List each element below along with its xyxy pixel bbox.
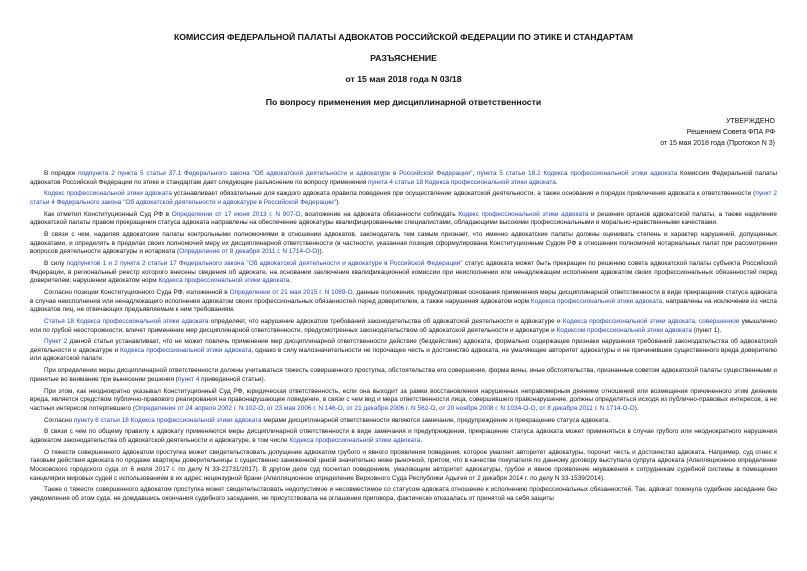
legal-reference-link[interactable]: Статья 18 Кодекса профессиональной этики адвоката xyxy=(44,317,209,325)
legal-reference-link[interactable]: Кодекса профессиональной этики адвоката xyxy=(158,277,290,285)
paragraph-text: , xyxy=(263,404,267,412)
body-paragraph xyxy=(30,231,777,257)
paragraph-text: мерами дисциплинарной ответственности являются замечание, предупреждение и прекращение статуса адвоката. xyxy=(261,416,610,424)
paragraph-text: Также о тяжести совершенного адвокатом проступка может свидетельствовать недопустимое и несовместимое со статусом адвоката отношение к исполнению профессиональных обязанностей. Так, адвокат покинула судебное заседание без уведомления об этом суда, не дождавшись окончания судебного заседания, не присутствовала на оглашении приговора, фактически отказалась от принятой на себя защиты xyxy=(30,486,777,502)
paragraph-text: Как отметил Конституционный Суд РФ в xyxy=(44,210,172,218)
paragraph-text: , xyxy=(472,170,478,177)
paragraph-text: Согласно позиции Конституционного Суда РФ, изложенной в xyxy=(44,289,230,297)
legal-reference-link[interactable]: от 21 декабря 2006 г. N 562-О xyxy=(346,404,436,412)
body-paragraph xyxy=(30,211,777,228)
paragraph-text: Комиссия Федеральной палаты адвокатов Российской Федерации по этике и стандартам дает следующее разъяснение по вопросу применения xyxy=(30,170,778,186)
legal-reference-link[interactable]: совершенное xyxy=(698,317,740,325)
legal-reference-link[interactable]: Пункт 2 xyxy=(44,338,68,346)
legal-reference-link[interactable]: Кодекса профессиональной этики адвоката xyxy=(120,346,252,354)
document-type: РАЗЪЯСНЕНИЕ xyxy=(370,53,437,63)
legal-reference-link[interactable]: Определение от 8 декабря 2011 г. N 1714-О-О xyxy=(179,248,318,256)
paragraph-text: Согласно xyxy=(44,416,74,424)
paragraph-text: В силу xyxy=(44,260,67,268)
approval-stamp xyxy=(660,116,775,149)
legal-reference-link[interactable]: Определении от 21 мая 2015 г. N 1089-О xyxy=(229,289,353,297)
legal-reference-link[interactable]: Кодекс профессиональной этики адвоката xyxy=(44,190,172,198)
body-paragraph xyxy=(30,289,777,315)
paragraph-text: , данные положения, предусматривая основания применения меры дисциплинарной ответственности в виде прекращения статуса адвоката в случае неисполнения или ненадлежащего исполнения адвокатом своих профессиональных обязанностей перед доверителем, а также нарушения адвокатом норм xyxy=(30,289,777,305)
paragraph-text: данной статьи устанавливает, что не может повлечь применение мер дисциплинарной ответственности действие (бездействие) адвоката, формально содержащее признаки нарушения требований законодательства об адвокатской деятельности и адвокатуре и xyxy=(30,338,778,354)
legal-reference-link[interactable]: от 23 мая 2006 г. N 146-О xyxy=(266,404,343,412)
paragraph-text: В связи с чем, наделяя адвокатские палаты контрольными полномочиями в отношении адвокатов, законодатель тем самым признает, что именно адвокатские палаты должны оценивать степень и характер нарушений, допущенных адвокатами, и определять в пределах своих полномочий меру их дисциплинарной ответственности (в частности, указанная позиция сформулирована Конституционным Судом РФ в отношении полномочий нотариальных палат при рассмотрении вопросов деятельности адвокатуры и нотариата ( xyxy=(30,231,777,256)
paragraph-text: . xyxy=(420,437,423,445)
document-subject: По вопросу применения мер дисциплинарной ответственности xyxy=(265,97,542,107)
paragraph-text: О тяжести совершенного адвокатом проступка может свидетельствовать допущение адвокатом грубого и явного проявления поведения, которое умаляет авторитет адвокатуры, порочит честь и достоинство адвоката. Например, суд отнес к таковым действия адвоката по продаже квартиры доверительницы с существенно заниженной ценой значительно ниже рыночной, притом, что в качестве покупателя по данному договору выступала супруга адвоката (Апелляционное определение Московского городского суда от 6 июля 2017 г. по делу N 33-22731/2017). В другом деле суд посчитал поведением, умаляющим авторитет адвокатуры, грубое и явное проявление неуважения к сотрудникам судебной системы в помещении канцелярии мировых судей с использованием в их адрес нецензурной брани (Апелляционное определение Верховного Суда Республики Адыгея от 2 декабря 2014 г. по делу N 33-1539/2014). xyxy=(30,448,777,482)
legal-reference-link[interactable]: Определения от 24 апреля 2002 г. N 102-О xyxy=(135,404,264,412)
body-paragraph xyxy=(30,417,777,426)
legal-reference-link[interactable]: Кодекс профессиональной этики адвоката xyxy=(458,210,589,218)
document-body xyxy=(30,170,777,507)
body-paragraph xyxy=(30,449,777,483)
paragraph-text: устанавливает обязательные для каждого адвоката правила поведения при осуществлении адвокатской деятельности, а также основания и порядок привлечения адвоката к ответственности ( xyxy=(171,190,756,198)
paragraph-text: ). xyxy=(634,404,639,412)
body-paragraph xyxy=(30,318,777,335)
body-paragraph xyxy=(30,428,777,445)
paragraph-text: , xyxy=(342,404,347,412)
approval-line: УТВЕРЖДЕНО xyxy=(725,118,775,125)
legal-reference-link[interactable]: от 8 декабря 2011 г. N 1714-О-О xyxy=(539,404,635,412)
legal-reference-link[interactable]: Кодекса профессиональной этики адвоката xyxy=(530,297,663,305)
legal-reference-link[interactable]: пункта 5 статьи 18.2 Кодекса профессиональной этики адвоката xyxy=(477,170,678,177)
paragraph-text: , xyxy=(694,317,699,325)
legal-reference-link[interactable]: Кодекса профессиональной этики адвоката xyxy=(562,317,695,325)
paragraph-text: статус адвоката может быть прекращен по решению совета адвокатской палаты субъекта Российской Федерации, в региональный реестр которого внесены сведения об адвокате, на основании заключения квалификационной комиссии при неисполнении или ненадлежащем исполнении адвокатом своих профессиональных обязанностей перед доверителем; нарушении адвокатом норм xyxy=(30,260,777,285)
paragraph-text: )). xyxy=(317,248,324,256)
paragraph-text: и решения органов адвокатской палаты, а также наделение адвокатской палаты правом прекращения статуса адвоката направлены на обеспечение адвокатуры квалифицированными специалистами, обладающими высокими профессиональными и морально-нравственными качествами. xyxy=(30,210,777,227)
paragraph-text: . xyxy=(555,178,558,186)
legal-reference-link[interactable]: от 20 ноября 2008 г. N 1034-О-О xyxy=(438,404,536,412)
legal-reference-link[interactable]: пункту 6 статьи 18 Кодекса профессиональной этики адвоката xyxy=(73,416,262,424)
document-org-title: КОМИССИЯ ФЕДЕРАЛЬНОЙ ПАЛАТЫ АДВОКАТОВ РОССИЙСКОЙ ФЕДЕРАЦИИ ПО ЭТИКЕ И СТАНДАРТАМ xyxy=(174,32,633,42)
legal-reference-link[interactable]: подпунктов 1 и 2 пункта 2 статьи 17 Федерального закона "Об адвокатской деятельности и адвокатуре в Российской Федерации" xyxy=(66,260,463,268)
paragraph-text: . xyxy=(289,277,292,285)
document-date: от 15 мая 2018 года N 03/18 xyxy=(345,74,462,84)
body-paragraph xyxy=(30,170,777,187)
body-paragraph xyxy=(30,190,777,207)
paragraph-text: При определении меры дисциплинарной ответственности должны учитываться тяжесть совершенного проступка, обстоятельства его совершения, форма вины, иные обстоятельства, признанные советом адвокатской палаты существенными и принятые во внимание при вынесении решения ( xyxy=(30,367,777,383)
body-paragraph xyxy=(30,486,777,503)
approval-line: Решением Совета ФПА РФ xyxy=(686,129,775,136)
legal-reference-link[interactable]: пункта 4 статьи 18 Кодекса профессиональной этики адвоката xyxy=(367,178,556,186)
paragraph-text: , xyxy=(535,404,540,412)
legal-reference-link[interactable]: пункт 4 xyxy=(177,375,200,383)
paragraph-text: приведенной статьи). xyxy=(199,375,266,383)
paragraph-text: В порядке xyxy=(44,170,79,177)
legal-reference-link[interactable]: Кодексом профессиональной этики адвоката xyxy=(556,326,692,334)
body-paragraph xyxy=(30,367,777,384)
paragraph-text: , направлены на исключение из числа адвокатов лиц, не отвечающих предъявляемым к ним требованиям. xyxy=(30,297,777,314)
legal-reference-link[interactable]: пункт 2 статьи 4 Федерального закона "Об адвокатской деятельности и адвокатуре в Российской Федерации" xyxy=(30,190,777,206)
body-paragraph xyxy=(30,388,777,414)
paragraph-text: умышленно или по грубой неосторожности, влечет применение мер дисциплинарной ответственности, предусмотренных законодательством об адвокатской деятельности и адвокатуре и xyxy=(30,317,777,334)
paragraph-text: определяет, что нарушение адвокатом требований законодательства об адвокатской деятельности и адвокатуре и xyxy=(208,317,563,325)
paragraph-text: В связи с чем по общему правилу к адвокату применяются меры дисциплинарной ответственности в виде замечания и предупреждения, прекращение статуса адвоката может применяться в случае грубого или неоднократного нарушения адвокатом законодательства об адвокатской деятельности и адвокатуре, в том числе xyxy=(30,428,777,445)
body-paragraph xyxy=(30,338,777,364)
body-paragraph xyxy=(30,260,777,286)
legal-reference-link[interactable]: Определении от 17 июня 2013 г. N 907-О xyxy=(171,210,301,218)
paragraph-text: ). xyxy=(336,198,340,206)
paragraph-text: , возложение на адвоката обязанности соблюдать xyxy=(300,210,459,218)
legal-reference-link[interactable]: Кодекса профессиональной этики адвоката xyxy=(289,437,421,445)
paragraph-text: , xyxy=(435,404,439,412)
paragraph-text: , однако в силу малозначительности не порочащее честь и достоинство адвоката, не умаляющее авторитет адвокатуры и не причинившее существенного вреда доверителю или адвокатской палате. xyxy=(30,346,777,363)
paragraph-text: При этом, как неоднократно указывал Конституционный Суд РФ, юридическая ответственность, если она выходит за рамки восстановления нарушенных неправомерным деянием отношений или возмещения причиненного этим деянием вреда, является средством публично-правового реагирования на правонарушающее поведение, в связи с чем вид и мера ответственности лица, совершившего правонарушение, должны определяться исходя из публично-правовых интересов, а не частных интересов потерпевшего ( xyxy=(30,387,777,412)
approval-line: от 15 мая 2018 года (Протокол N 3) xyxy=(660,140,775,147)
paragraph-text: (пункт 1). xyxy=(691,326,722,334)
legal-reference-link[interactable]: подпункта 2 пункта 5 статьи 37.1 Федерального закона "Об адвокатской деятельности и адвокатуре в Российской Федерации" xyxy=(78,170,473,177)
